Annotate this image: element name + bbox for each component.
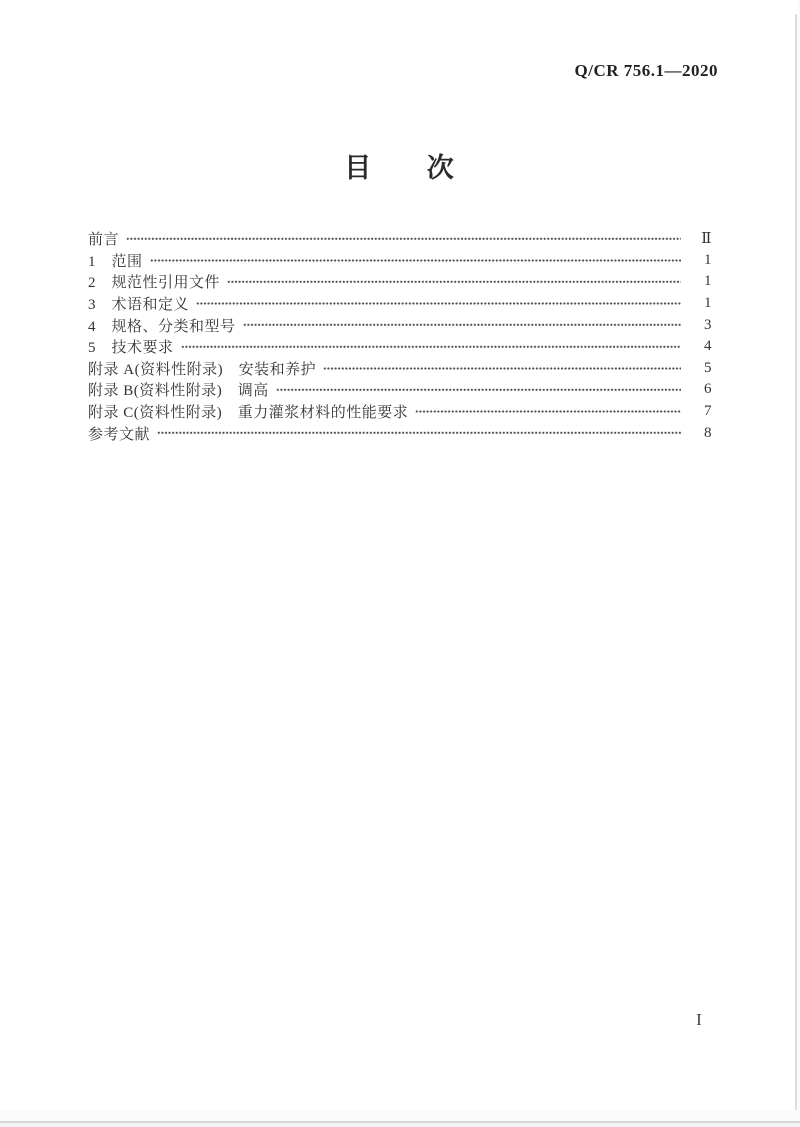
toc-entry-page: 1 xyxy=(704,295,712,312)
dot-leader xyxy=(323,358,681,380)
toc-entry-page: 8 xyxy=(704,424,712,441)
toc-entry-label: 1 范围 xyxy=(88,253,143,270)
dot-leader xyxy=(126,228,681,250)
dot-leader xyxy=(196,293,681,315)
dot-leader xyxy=(415,401,681,423)
toc-row xyxy=(88,314,712,336)
toc-row xyxy=(88,228,712,250)
dot-leader xyxy=(276,379,681,401)
toc-entry-label: 3 术语和定义 xyxy=(88,297,190,314)
table-of-contents xyxy=(88,228,712,444)
dot-leader xyxy=(150,250,681,272)
toc-row xyxy=(88,271,712,293)
toc-entry-page: 1 xyxy=(704,251,712,268)
toc-row xyxy=(88,358,712,380)
toc-entry-page: 1 xyxy=(704,273,712,290)
dot-leader xyxy=(181,336,681,358)
toc-row xyxy=(88,422,712,444)
toc-row xyxy=(88,293,712,315)
toc-entry-label: 附录 B(资料性附录) 调高 xyxy=(88,383,269,400)
scan-edge-bottom-tail xyxy=(0,1123,800,1127)
toc-entry-page: 5 xyxy=(704,359,712,376)
toc-row xyxy=(88,250,712,272)
page-title: 目 次 xyxy=(344,153,456,183)
toc-entry-label: 参考文献 xyxy=(88,426,151,443)
toc-entry-page: 6 xyxy=(704,381,712,398)
toc-entry-label: 2 规范性引用文件 xyxy=(88,275,221,292)
toc-entry-label: 4 规格、分类和型号 xyxy=(88,318,236,335)
toc-entry-page: 4 xyxy=(704,338,712,355)
footer-page-number: I xyxy=(696,1010,702,1029)
toc-row xyxy=(88,401,712,423)
toc-row xyxy=(88,379,712,401)
scan-edge-bottom-halo xyxy=(0,1110,800,1121)
toc-entry-label: 附录 C(资料性附录) 重力灌浆材料的性能要求 xyxy=(88,405,409,422)
standard-code: Q/CR 756.1—2020 xyxy=(574,61,718,80)
toc-entry-label: 5 技术要求 xyxy=(88,340,174,357)
dot-leader xyxy=(157,422,681,444)
toc-row xyxy=(88,336,712,358)
dot-leader xyxy=(243,314,681,336)
dot-leader xyxy=(227,271,681,293)
toc-entry-page: Ⅱ xyxy=(701,231,712,248)
toc-entry-page: 3 xyxy=(704,316,712,333)
toc-entry-label: 附录 A(资料性附录) 安装和养护 xyxy=(88,361,317,378)
toc-entry-label: 前言 xyxy=(88,232,120,249)
toc-entry-page: 7 xyxy=(704,403,712,420)
